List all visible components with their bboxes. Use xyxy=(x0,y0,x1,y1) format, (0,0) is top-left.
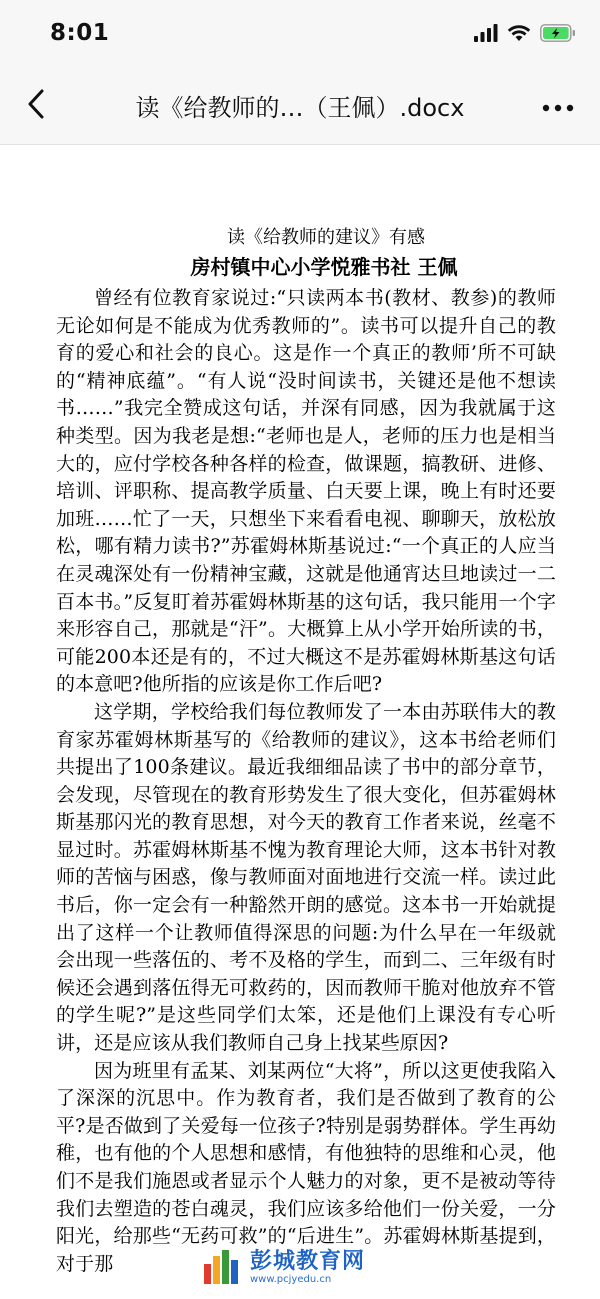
watermark-name: 彭城教育网 xyxy=(250,1249,366,1274)
nav-bar xyxy=(0,68,600,145)
document-title: 读《给教师的…（王佩）.docx xyxy=(135,94,465,122)
watermark xyxy=(200,1240,400,1296)
status-icons xyxy=(474,24,576,46)
logo-icon xyxy=(200,1244,244,1292)
battery-icon xyxy=(540,24,576,46)
signal-icon xyxy=(474,24,498,46)
paragraph: 因为班里有孟某、刘某两位“大将”，所以这更使我陷入了深深的沉思中。作为教育者，我们是否做到了教育的公平?是否做到了关爱每一位孩子?特别是弱势群体。学生再幼稚，也有他的个人思想和感情，有他独特的思维和心灵，他们不是我们施恩或者显示个人魅力的对象，更不是被动等待我们去塑造的苍白魂灵，我们应该多给他们一份关爱，一分阳光，给那些“无药可救”的“后进生”。苏霍姆林斯基提到，对于那 xyxy=(56,1059,556,1275)
back-button[interactable] xyxy=(18,88,54,124)
more-options-button[interactable] xyxy=(538,92,578,120)
paragraph: 曾经有位教育家说过:“只读两本书(教材、教参)的教师无论如何是不能成为优秀教师的”。读书可以提升自己的教育的爱心和社会的良心。这是作一个真正的教师’所不可缺的“精神底蕴”。“有人说“没时间读书，关键还是他不想读书……”我完全赞成这句话，并深有同感，因为我就属于这种类型。因为我老是想:“老师也是人，老师的压力也是相当大的，应付学校各种各样的检查，做课题，搞教研、进修、培训、评职称、提高教学质量、白天要上课，晚上有时还要加班……忙了一天，只想坐下来看看电视、聊聊天，放松放松，哪有精力读书?”苏霍姆林斯基说过:“一个真正的人应当在灵魂深处有一份精神宝藏，这就是他通宵达旦地读过一二百本书。”反复盯着苏霍姆林斯基的这句话，我只能用一个字来形容自己，那就是“汗”。大概算上从小学开始所读的书，可能200本还是有的，不过大概这不是苏霍姆林斯基这句话的本意吧?他所指的应该是你工作后吧? xyxy=(56,287,556,696)
document-body xyxy=(56,225,556,1278)
doc-author: 房村镇中心小学悦雅书社 王佩 xyxy=(190,255,458,279)
status-time: 8:01 xyxy=(50,20,110,46)
watermark-text xyxy=(250,1250,365,1286)
document-viewer[interactable] xyxy=(0,145,600,1299)
wifi-icon xyxy=(507,24,531,46)
chevron-left-icon xyxy=(26,89,46,123)
watermark-url: www.pcjyedu.cn xyxy=(250,1274,332,1285)
doc-heading: 读《给教师的建议》有感 xyxy=(227,227,425,248)
more-icon xyxy=(542,97,574,116)
paragraph: 这学期，学校给我们每位教师发了一本由苏联伟大的教育家苏霍姆林斯基写的《给教师的建议》，这本书给老师们共提出了100条建议。最近我细细品读了书中的部分章节，会发现，尽管现在的教育形势发生了很大变化，但苏霍姆林斯基那闪光的教育思想，对今天的教育工作者来说，丝毫不显过时。苏霍姆林斯基不愧为教育理论大师，这本书针对教师的苦恼与困惑，像与教师面对面地进行交流一样。读过此书后，你一定会有一种豁然开朗的感觉。这本书一开始就提出了这样一个让教师值得深思的问题:为什么早在一年级就会出现一些落伍的、考不及格的学生，而到二、三年级有时候还会遇到落伍得无可救药的，因而教师干脆对他放弃不管的学生呢?”是这些同学们太笨，还是他们上课没有专心听讲，还是应该从我们教师自己身上找某些原因? xyxy=(56,700,556,1055)
status-bar xyxy=(0,0,600,68)
